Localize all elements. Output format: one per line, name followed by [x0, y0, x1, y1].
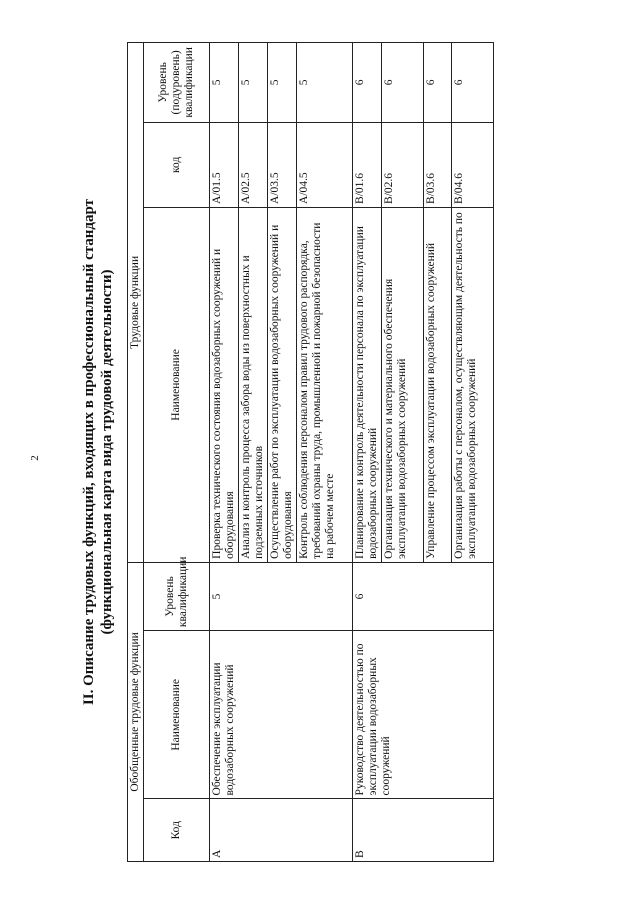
function-level: 6	[424, 43, 452, 123]
group-level: 6	[353, 562, 494, 630]
function-code: В/01.6	[353, 122, 382, 207]
functional-map-table	[127, 42, 494, 862]
function-level: 5	[210, 43, 239, 123]
function-level: 5	[239, 43, 268, 123]
function-code: В/02.6	[382, 122, 424, 207]
page-number: 2	[29, 455, 41, 461]
function-code: А/01.5	[210, 122, 239, 207]
group-code: А	[210, 799, 353, 862]
function-level: 6	[353, 43, 382, 123]
col-header-func-code: код	[144, 122, 210, 207]
function-name: Планирование и контроль деятельности персонала по эксплуатации водозаборных сооружений	[353, 207, 382, 562]
function-name: Проверка технического состояния водозаборных сооружений и оборудования	[210, 207, 239, 562]
function-level: 5	[297, 43, 353, 123]
col-header-func-name: Наименование	[144, 207, 210, 562]
function-name: Анализ и контроль процесса забора воды из поверхностных и подземных источников	[239, 207, 268, 562]
function-code: А/03.5	[268, 122, 297, 207]
group-name: Руководство деятельностью по эксплуатации водозаборных сооружений	[353, 631, 494, 799]
function-level: 6	[382, 43, 424, 123]
title-line-2: (функциональная карта вида трудовой деятельности)	[99, 269, 115, 635]
function-code: А/02.5	[239, 122, 268, 207]
function-level: 6	[452, 43, 494, 123]
col-header-name: Наименование	[144, 631, 210, 799]
col-header-code: Код	[144, 799, 210, 862]
function-code: А/04.5	[297, 122, 353, 207]
title-line-1: II. Описание трудовых функций, входящих в профессиональный стандарт	[81, 198, 97, 706]
col-header-level: Уровень квалификации	[144, 562, 210, 630]
table-row	[353, 43, 382, 862]
function-name: Контроль соблюдения персоналом правил трудового распорядка, требований охраны труда, промышленной и пожарной безопасности на рабочем месте	[297, 207, 353, 562]
table-row	[210, 43, 239, 862]
landscape-content	[80, 42, 640, 862]
labor-functions-header: Трудовые функции	[128, 43, 144, 563]
function-name: Организация технического и материального обеспечения эксплуатации водозаборных сооружений	[382, 207, 424, 562]
col-header-func-level: Уровень (подуровень) квалификации	[144, 43, 210, 123]
function-code: В/03.6	[424, 122, 452, 207]
function-code: В/04.6	[452, 122, 494, 207]
function-name: Организация работы с персоналом, осуществляющим деятельность по эксплуатации водозаборных сооружений	[452, 207, 494, 562]
group-level: 5	[210, 562, 353, 630]
section-title	[80, 42, 116, 862]
function-name: Осуществление работ по эксплуатации водозаборных сооружений и оборудования	[268, 207, 297, 562]
generalized-functions-header: Обобщенные трудовые функции	[128, 562, 144, 861]
function-name: Управление процессом эксплуатации водозаборных сооружений	[424, 207, 452, 562]
group-code: В	[353, 799, 494, 862]
function-level: 5	[268, 43, 297, 123]
group-name: Обеспечение эксплуатации водозаборных сооружений	[210, 631, 353, 799]
